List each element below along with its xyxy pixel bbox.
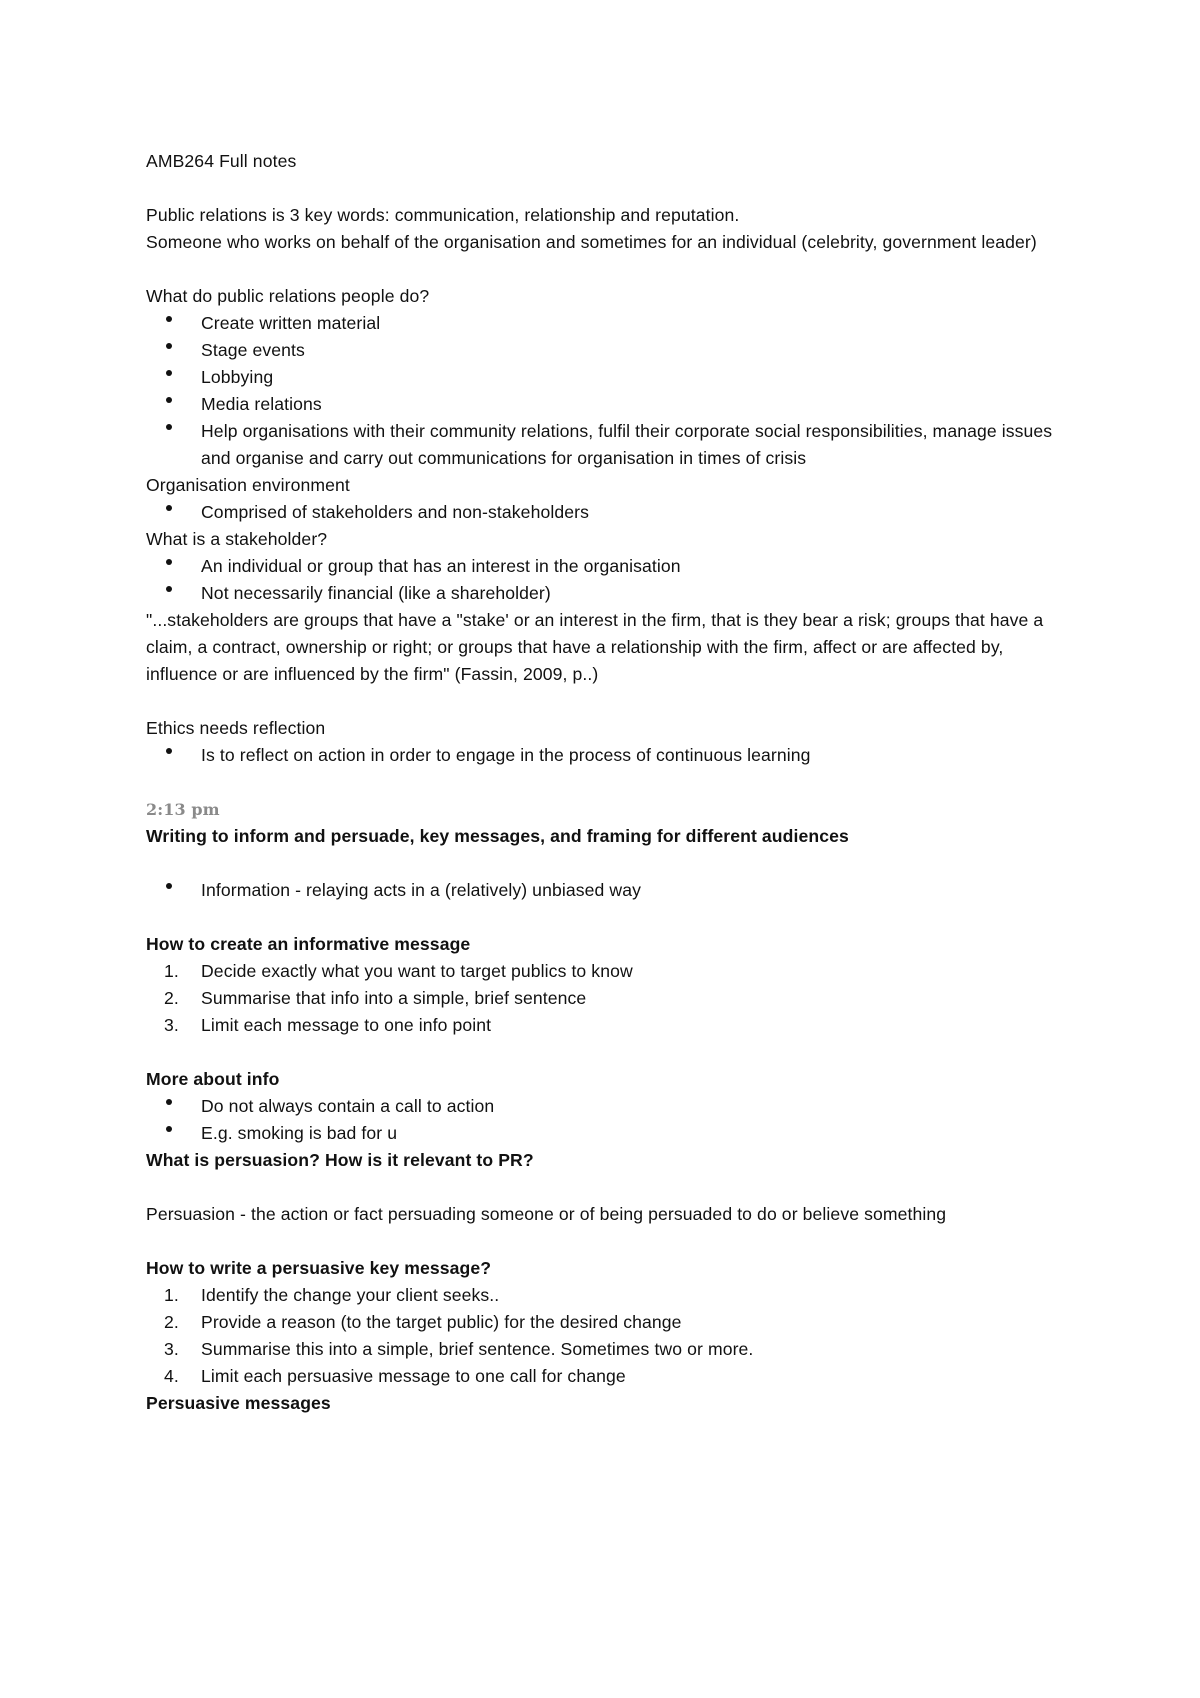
- list-item-text: Information - relaying acts in a (relatively) unbiased way: [201, 880, 641, 900]
- ethics-list: [146, 742, 1076, 769]
- spacer: [146, 769, 1076, 796]
- what-do-list: [146, 310, 1076, 472]
- stakeholder-list: [146, 553, 1076, 607]
- list-item: [146, 742, 1076, 769]
- list-item: [146, 418, 1076, 472]
- persuasive-heading: How to write a persuasive key message?: [146, 1258, 492, 1278]
- bullet-icon: [166, 1099, 172, 1105]
- step-text: Limit each persuasive message to one call for change: [201, 1366, 626, 1386]
- bullet-icon: [166, 424, 172, 430]
- list-item-text: Media relations: [201, 394, 322, 414]
- informative-steps: [146, 958, 1076, 1039]
- step-text: Identify the change your client seeks..: [201, 1285, 500, 1305]
- writing-heading: Writing to inform and persuade, key messages, and framing for different audiences: [146, 826, 849, 846]
- persuasive-messages-heading: Persuasive messages: [146, 1393, 331, 1413]
- org-env-heading: Organisation environment: [146, 475, 350, 495]
- ethics-heading: Ethics needs reflection: [146, 718, 326, 738]
- spacer: [146, 1174, 1076, 1201]
- persuasion-question: What is persuasion? How is it relevant to PR?: [146, 1150, 534, 1170]
- spacer: [146, 175, 1076, 202]
- bullet-icon: [166, 397, 172, 403]
- intro-line: Public relations is 3 key words: communication, relationship and reputation.: [146, 205, 740, 225]
- list-item: [146, 580, 1076, 607]
- bullet-icon: [166, 505, 172, 511]
- document-content: [146, 148, 1076, 1417]
- spacer: [146, 688, 1076, 715]
- list-item: [146, 337, 1076, 364]
- spacer: [146, 904, 1076, 931]
- list-item: [146, 310, 1076, 337]
- step-number: 3.: [164, 1339, 179, 1359]
- list-item: [146, 1120, 1076, 1147]
- step-number: 1.: [164, 1285, 179, 1305]
- list-item-text: Stage events: [201, 340, 305, 360]
- bullet-icon: [166, 883, 172, 889]
- spacer: [146, 1039, 1076, 1066]
- timestamp: 2:13 pm: [146, 800, 220, 819]
- list-item-text: Create written material: [201, 313, 381, 333]
- list-item-text: Help organisations with their community relations, fulfil their corporate social responsibilities, manage issues and organise and carry out communications for organisation in times of crisis: [201, 421, 1053, 468]
- what-do-heading: What do public relations people do?: [146, 286, 430, 306]
- stakeholder-heading: What is a stakeholder?: [146, 529, 328, 549]
- step-number: 2.: [164, 1312, 179, 1332]
- list-item: [146, 1282, 1076, 1309]
- informative-heading: How to create an informative message: [146, 934, 471, 954]
- bullet-icon: [166, 316, 172, 322]
- intro-line: Someone who works on behalf of the organisation and sometimes for an individual (celebrity, government leader): [146, 232, 1037, 252]
- step-text: Provide a reason (to the target public) for the desired change: [201, 1312, 682, 1332]
- list-item-text: Comprised of stakeholders and non-stakeholders: [201, 502, 589, 522]
- information-list: [146, 877, 1076, 904]
- bullet-icon: [166, 586, 172, 592]
- list-item-text: E.g. smoking is bad for u: [201, 1123, 398, 1143]
- step-number: 1.: [164, 961, 179, 981]
- bullet-icon: [166, 343, 172, 349]
- spacer: [146, 256, 1076, 283]
- list-item-text: Do not always contain a call to action: [201, 1096, 495, 1116]
- list-item: [146, 391, 1076, 418]
- stakeholder-quote: "...stakeholders are groups that have a "stake' or an interest in the firm, that is they bear a risk; groups that have a claim, a contract, ownership or right; or groups that have a relationship with the firm, affect or are affected by, influence or are influenced by the firm" (Fassin, 2009, p..): [146, 610, 1044, 684]
- more-info-heading: More about info: [146, 1069, 280, 1089]
- step-number: 4.: [164, 1366, 179, 1386]
- list-item: [146, 1336, 1076, 1363]
- step-number: 2.: [164, 988, 179, 1008]
- list-item: [146, 985, 1076, 1012]
- document-title: AMB264 Full notes: [146, 151, 297, 171]
- list-item: [146, 499, 1076, 526]
- bullet-icon: [166, 748, 172, 754]
- list-item: [146, 958, 1076, 985]
- step-text: Summarise that info into a simple, brief sentence: [201, 988, 587, 1008]
- bullet-icon: [166, 370, 172, 376]
- list-item: [146, 877, 1076, 904]
- list-item: [146, 1309, 1076, 1336]
- list-item: [146, 1363, 1076, 1390]
- more-info-list: [146, 1093, 1076, 1147]
- bullet-icon: [166, 559, 172, 565]
- persuasion-definition: Persuasion - the action or fact persuading someone or of being persuaded to do or believe something: [146, 1204, 947, 1224]
- list-item: [146, 364, 1076, 391]
- step-text: Limit each message to one info point: [201, 1015, 492, 1035]
- list-item: [146, 1012, 1076, 1039]
- list-item-text: An individual or group that has an interest in the organisation: [201, 556, 681, 576]
- list-item-text: Lobbying: [201, 367, 274, 387]
- spacer: [146, 1228, 1076, 1255]
- list-item-text: Not necessarily financial (like a shareholder): [201, 583, 551, 603]
- org-env-list: [146, 499, 1076, 526]
- list-item: [146, 553, 1076, 580]
- list-item: [146, 1093, 1076, 1120]
- spacer: [146, 850, 1076, 877]
- bullet-icon: [166, 1126, 172, 1132]
- list-item-text: Is to reflect on action in order to engage in the process of continuous learning: [201, 745, 811, 765]
- step-text: Summarise this into a simple, brief sentence. Sometimes two or more.: [201, 1339, 754, 1359]
- step-number: 3.: [164, 1015, 179, 1035]
- step-text: Decide exactly what you want to target publics to know: [201, 961, 633, 981]
- persuasive-steps: [146, 1282, 1076, 1390]
